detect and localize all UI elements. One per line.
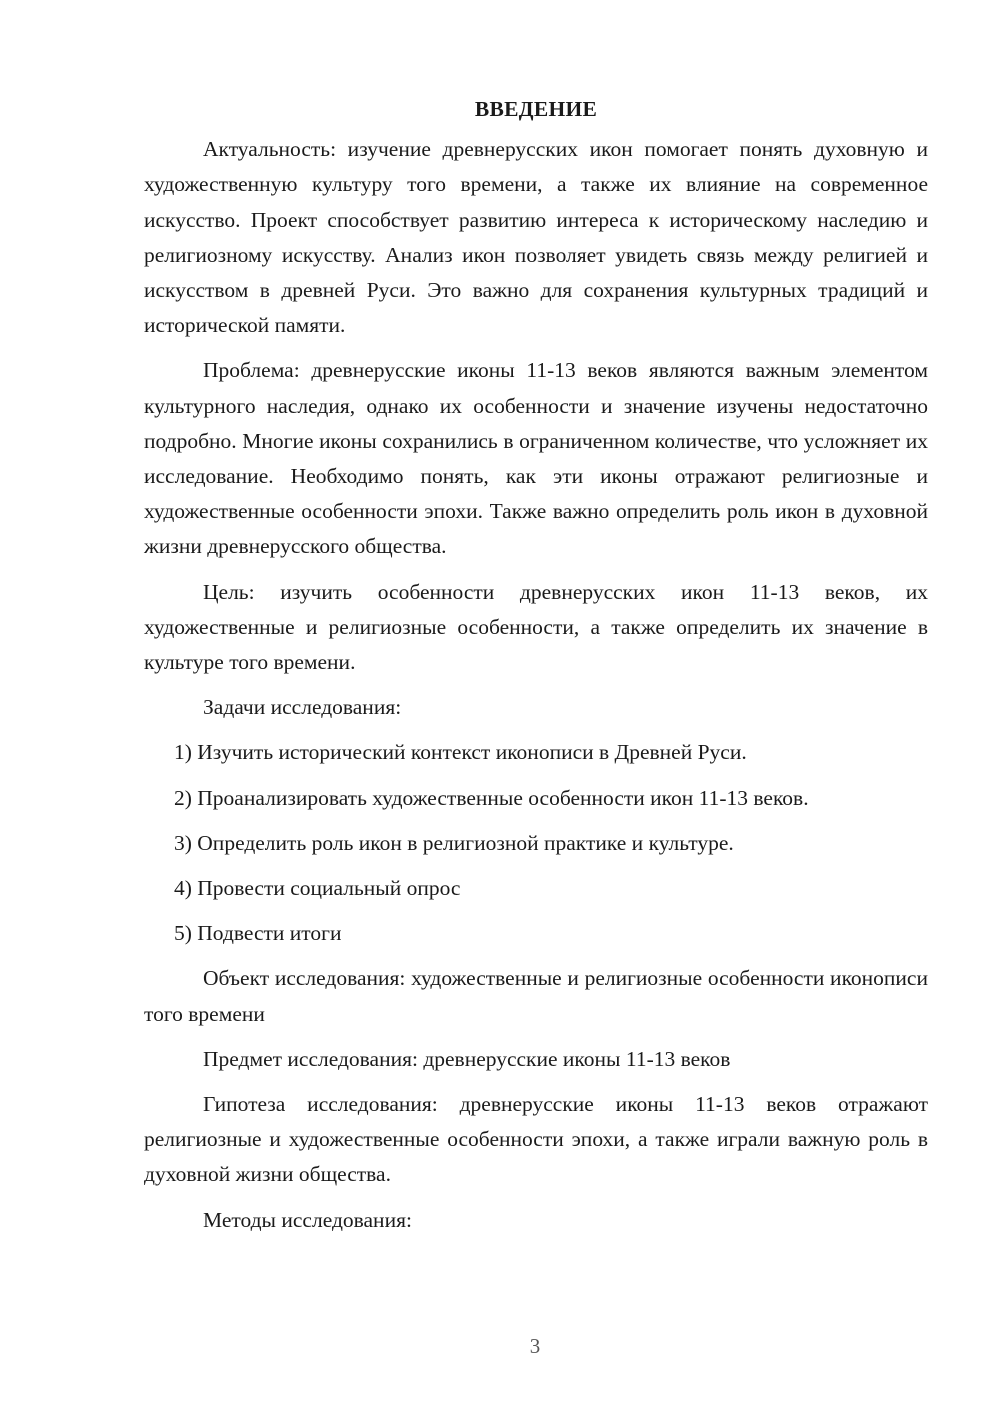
relevance-paragraph: Актуальность: изучение древнерусских икон помогает понять духовную и художественную культуру того времени, а также их влияние на современное искусство. Проект способствует развитию интереса к историческому наследию и религиозному искусству. Анализ икон позволяет увидеть связь между религией и искусством в древней Руси. Это важно для сохранения культурных традиций и исторической памяти.	[144, 137, 928, 338]
page-number: 3	[529, 1334, 541, 1358]
methods-heading: Методы исследования:	[203, 1207, 412, 1232]
goal-paragraph: Цель: изучить особенности древнерусских икон 11-13 веков, их художественные и религиозные особенности, а также определить их значение в культуре того времени.	[144, 579, 928, 675]
hypothesis-paragraph: Гипотеза исследования: древнерусские иконы 11-13 веков отражают религиозные и художественные особенности эпохи, а также играли важную роль в духовной жизни общества.	[144, 1092, 928, 1187]
tasks-list	[144, 735, 928, 951]
subject-paragraph: Предмет исследования: древнерусские иконы 11-13 веков	[203, 1046, 731, 1071]
page-title: ВВЕДЕНИЕ	[474, 97, 598, 121]
list-item: 4) Провести социальный опрос	[174, 876, 461, 901]
document-page	[144, 92, 928, 1248]
object-paragraph: Объект исследования: художественные и религиозные особенности иконописи того времени	[144, 966, 928, 1026]
list-item: 3) Определить роль икон в религиозной практике и культуре.	[174, 830, 734, 855]
list-item: 1) Изучить исторический контекст иконописи в Древней Руси.	[174, 740, 747, 765]
list-item: 5) Подвести итоги	[174, 921, 342, 946]
list-item: 2) Проанализировать художественные особенности икон 11-13 веков.	[174, 785, 809, 810]
problem-paragraph: Проблема: древнерусские иконы 11-13 веков являются важным элементом культурного наследия, однако их особенности и значение изучены недостаточно подробно. Многие иконы сохранились в ограниченном количестве, что усложняет их исследование. Необходимо понять, как эти иконы отражают религиозные и художественные особенности эпохи. Также важно определить роль икон в духовной жизни древнерусского общества.	[144, 358, 928, 559]
tasks-heading: Задачи исследования:	[203, 695, 402, 720]
